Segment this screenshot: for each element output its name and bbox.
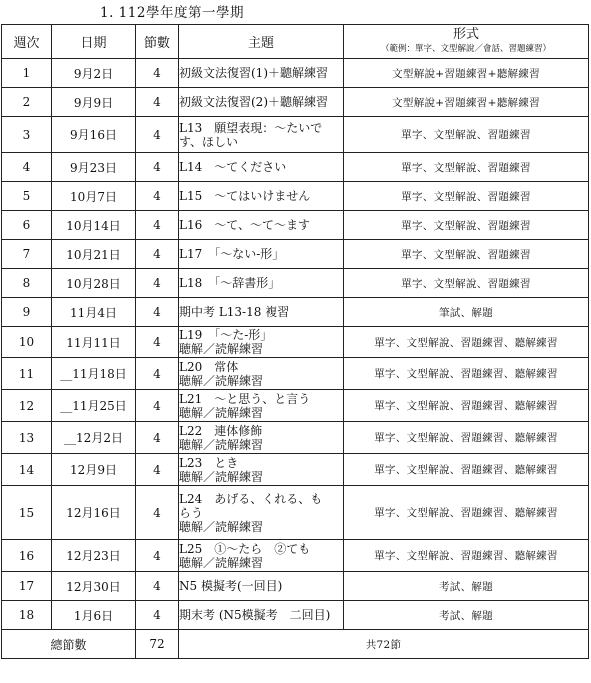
week-cell: 15	[2, 486, 52, 540]
topic-cell	[179, 601, 344, 630]
week-cell: 5	[2, 182, 52, 211]
week-cell: 12	[2, 390, 52, 422]
table-row	[2, 422, 589, 454]
periods-cell: 4	[136, 153, 179, 182]
header-week: 週次	[2, 25, 52, 59]
table-row	[2, 298, 589, 327]
schedule-table	[1, 24, 589, 659]
periods-cell: 4	[136, 59, 179, 88]
topic-line: 初級文法復習(2)＋聽解練習	[179, 95, 328, 109]
form-cell: 筆試、解題	[344, 298, 589, 327]
form-cell: 文型解說+習題練習+聽解練習	[344, 59, 589, 88]
topic-line: L13 願望表現：～たいで	[179, 120, 323, 135]
topic-cell	[179, 572, 344, 601]
date-cell: 11月4日	[52, 298, 136, 327]
topic-line: L25 ①～たら ②ても	[179, 541, 311, 556]
table-row	[2, 540, 589, 572]
topic-line: L19 「～た-形」	[179, 328, 273, 342]
topic-cell	[179, 88, 344, 117]
week-cell: 13	[2, 422, 52, 454]
periods-cell: 4	[136, 358, 179, 390]
date-cell: __11月18日	[52, 358, 136, 390]
date-cell: 9月23日	[52, 153, 136, 182]
periods-cell: 4	[136, 298, 179, 327]
topic-line: L18 「～辞書形」	[179, 276, 281, 290]
header-form-example: （範例：單字、文型解說／會話、習題練習）	[380, 43, 551, 54]
header-periods: 節數	[136, 25, 179, 59]
form-cell: 單字、文型解說、習題練習	[344, 211, 589, 240]
date-cell: __11月25日	[52, 390, 136, 422]
periods-cell: 4	[136, 486, 179, 540]
table-row	[2, 390, 589, 422]
week-cell: 18	[2, 601, 52, 630]
form-cell: 單字、文型解說、習題練習、聽解練習	[344, 454, 589, 486]
periods-cell: 4	[136, 390, 179, 422]
table-row	[2, 454, 589, 486]
table-row	[2, 153, 589, 182]
topic-cell	[179, 422, 344, 454]
total-periods: 72	[136, 630, 179, 659]
periods-cell: 4	[136, 454, 179, 486]
table-row	[2, 211, 589, 240]
date-cell: 12月9日	[52, 454, 136, 486]
header-date: 日期	[52, 25, 136, 59]
week-cell: 4	[2, 153, 52, 182]
periods-cell: 4	[136, 88, 179, 117]
week-cell: 6	[2, 211, 52, 240]
document-title: 1. 112學年度第一學期	[100, 5, 244, 21]
form-cell: 考試、解題	[344, 601, 589, 630]
form-cell: 單字、文型解說、習題練習	[344, 269, 589, 298]
periods-cell: 4	[136, 269, 179, 298]
date-cell: 10月14日	[52, 211, 136, 240]
table-row	[2, 486, 589, 540]
form-cell: 單字、文型解說、習題練習	[344, 153, 589, 182]
topic-cell	[179, 327, 344, 358]
form-cell: 單字、文型解說、習題練習、聽解練習	[344, 327, 589, 358]
topic-line: 聴解／読解練習	[179, 437, 264, 452]
periods-cell: 4	[136, 601, 179, 630]
week-cell: 17	[2, 572, 52, 601]
table-row	[2, 269, 589, 298]
header-form	[344, 25, 589, 59]
date-cell: 10月28日	[52, 269, 136, 298]
week-cell: 9	[2, 298, 52, 327]
header-topic: 主題	[179, 25, 344, 59]
table-row	[2, 327, 589, 358]
date-cell: __12月2日	[52, 422, 136, 454]
periods-cell: 4	[136, 572, 179, 601]
week-cell: 11	[2, 358, 52, 390]
topic-line: L24 あげる、くれる、も	[179, 491, 323, 506]
total-summary: 共72節	[179, 630, 589, 659]
form-cell: 考試、解題	[344, 572, 589, 601]
week-cell: 7	[2, 240, 52, 269]
form-cell: 單字、文型解說、習題練習	[344, 117, 589, 153]
topic-cell	[179, 298, 344, 327]
topic-line: らう	[179, 505, 204, 520]
periods-cell: 4	[136, 240, 179, 269]
topic-line: 聴解／読解練習	[179, 519, 264, 534]
periods-cell: 4	[136, 540, 179, 572]
topic-cell	[179, 390, 344, 422]
header-form-label: 形式	[452, 26, 479, 42]
topic-line: L21 ～と思う、と言う	[179, 391, 311, 406]
date-cell: 9月9日	[52, 88, 136, 117]
topic-line: L20 常体	[179, 359, 239, 374]
date-cell: 11月11日	[52, 327, 136, 358]
date-cell: 9月16日	[52, 117, 136, 153]
date-cell: 10月21日	[52, 240, 136, 269]
periods-cell: 4	[136, 182, 179, 211]
topic-line: 聴解／読解練習	[179, 555, 264, 570]
table-row	[2, 601, 589, 630]
form-cell: 單字、文型解說、習題練習	[344, 182, 589, 211]
table-row	[2, 88, 589, 117]
table-row	[2, 358, 589, 390]
table-row	[2, 182, 589, 211]
periods-cell: 4	[136, 327, 179, 358]
topic-line: L16 ～て、～て～ます	[179, 218, 310, 232]
topic-line: L14 ～てください	[179, 160, 287, 174]
topic-cell	[179, 117, 344, 153]
week-cell: 10	[2, 327, 52, 358]
topic-line: す、ほしい	[179, 134, 239, 149]
topic-cell	[179, 269, 344, 298]
table-row	[2, 572, 589, 601]
topic-line: N5 模擬考(一回目)	[179, 579, 283, 593]
week-cell: 16	[2, 540, 52, 572]
topic-line: L15 ～てはいけません	[179, 189, 311, 203]
topic-line: L23 とき	[179, 455, 239, 470]
topic-line: 聴解／読解練習	[179, 405, 264, 420]
topic-cell	[179, 182, 344, 211]
topic-line: L22 連体修飾	[179, 423, 263, 438]
topic-line: L17 「～ない-形」	[179, 247, 285, 261]
periods-cell: 4	[136, 422, 179, 454]
header-row	[2, 25, 589, 59]
topic-line: 初級文法復習(1)＋聽解練習	[179, 66, 328, 80]
total-row	[2, 630, 589, 659]
week-cell: 1	[2, 59, 52, 88]
date-cell: 1月6日	[52, 601, 136, 630]
week-cell: 2	[2, 88, 52, 117]
topic-cell	[179, 540, 344, 572]
periods-cell: 4	[136, 211, 179, 240]
topic-cell	[179, 211, 344, 240]
form-cell: 文型解說+習題練習+聽解練習	[344, 88, 589, 117]
table-row	[2, 117, 589, 153]
topic-line: 期中考 L13-18 複習	[179, 305, 290, 319]
topic-line: 聴解／読解練習	[179, 373, 264, 388]
topic-line: 期末考 (N5模擬考 二回目)	[179, 608, 331, 622]
date-cell: 12月23日	[52, 540, 136, 572]
table-row	[2, 240, 589, 269]
form-cell: 單字、文型解說、習題練習、聽解練習	[344, 540, 589, 572]
topic-cell	[179, 240, 344, 269]
topic-line: 聴解／読解練習	[179, 342, 264, 356]
date-cell: 9月2日	[52, 59, 136, 88]
form-cell: 單字、文型解說、習題練習	[344, 240, 589, 269]
periods-cell: 4	[136, 117, 179, 153]
week-cell: 3	[2, 117, 52, 153]
topic-line: 聴解／読解練習	[179, 469, 264, 484]
form-cell: 單字、文型解說、習題練習、聽解練習	[344, 390, 589, 422]
week-cell: 8	[2, 269, 52, 298]
topic-cell	[179, 358, 344, 390]
topic-cell	[179, 153, 344, 182]
topic-cell	[179, 59, 344, 88]
form-cell: 單字、文型解說、習題練習、聽解練習	[344, 422, 589, 454]
topic-cell	[179, 486, 344, 540]
date-cell: 12月16日	[52, 486, 136, 540]
week-cell: 14	[2, 454, 52, 486]
date-cell: 10月7日	[52, 182, 136, 211]
date-cell: 12月30日	[52, 572, 136, 601]
total-label: 總節數	[2, 630, 136, 659]
form-cell: 單字、文型解說、習題練習、聽解練習	[344, 358, 589, 390]
topic-cell	[179, 454, 344, 486]
form-cell: 單字、文型解說、習題練習、聽解練習	[344, 486, 589, 540]
table-row	[2, 59, 589, 88]
